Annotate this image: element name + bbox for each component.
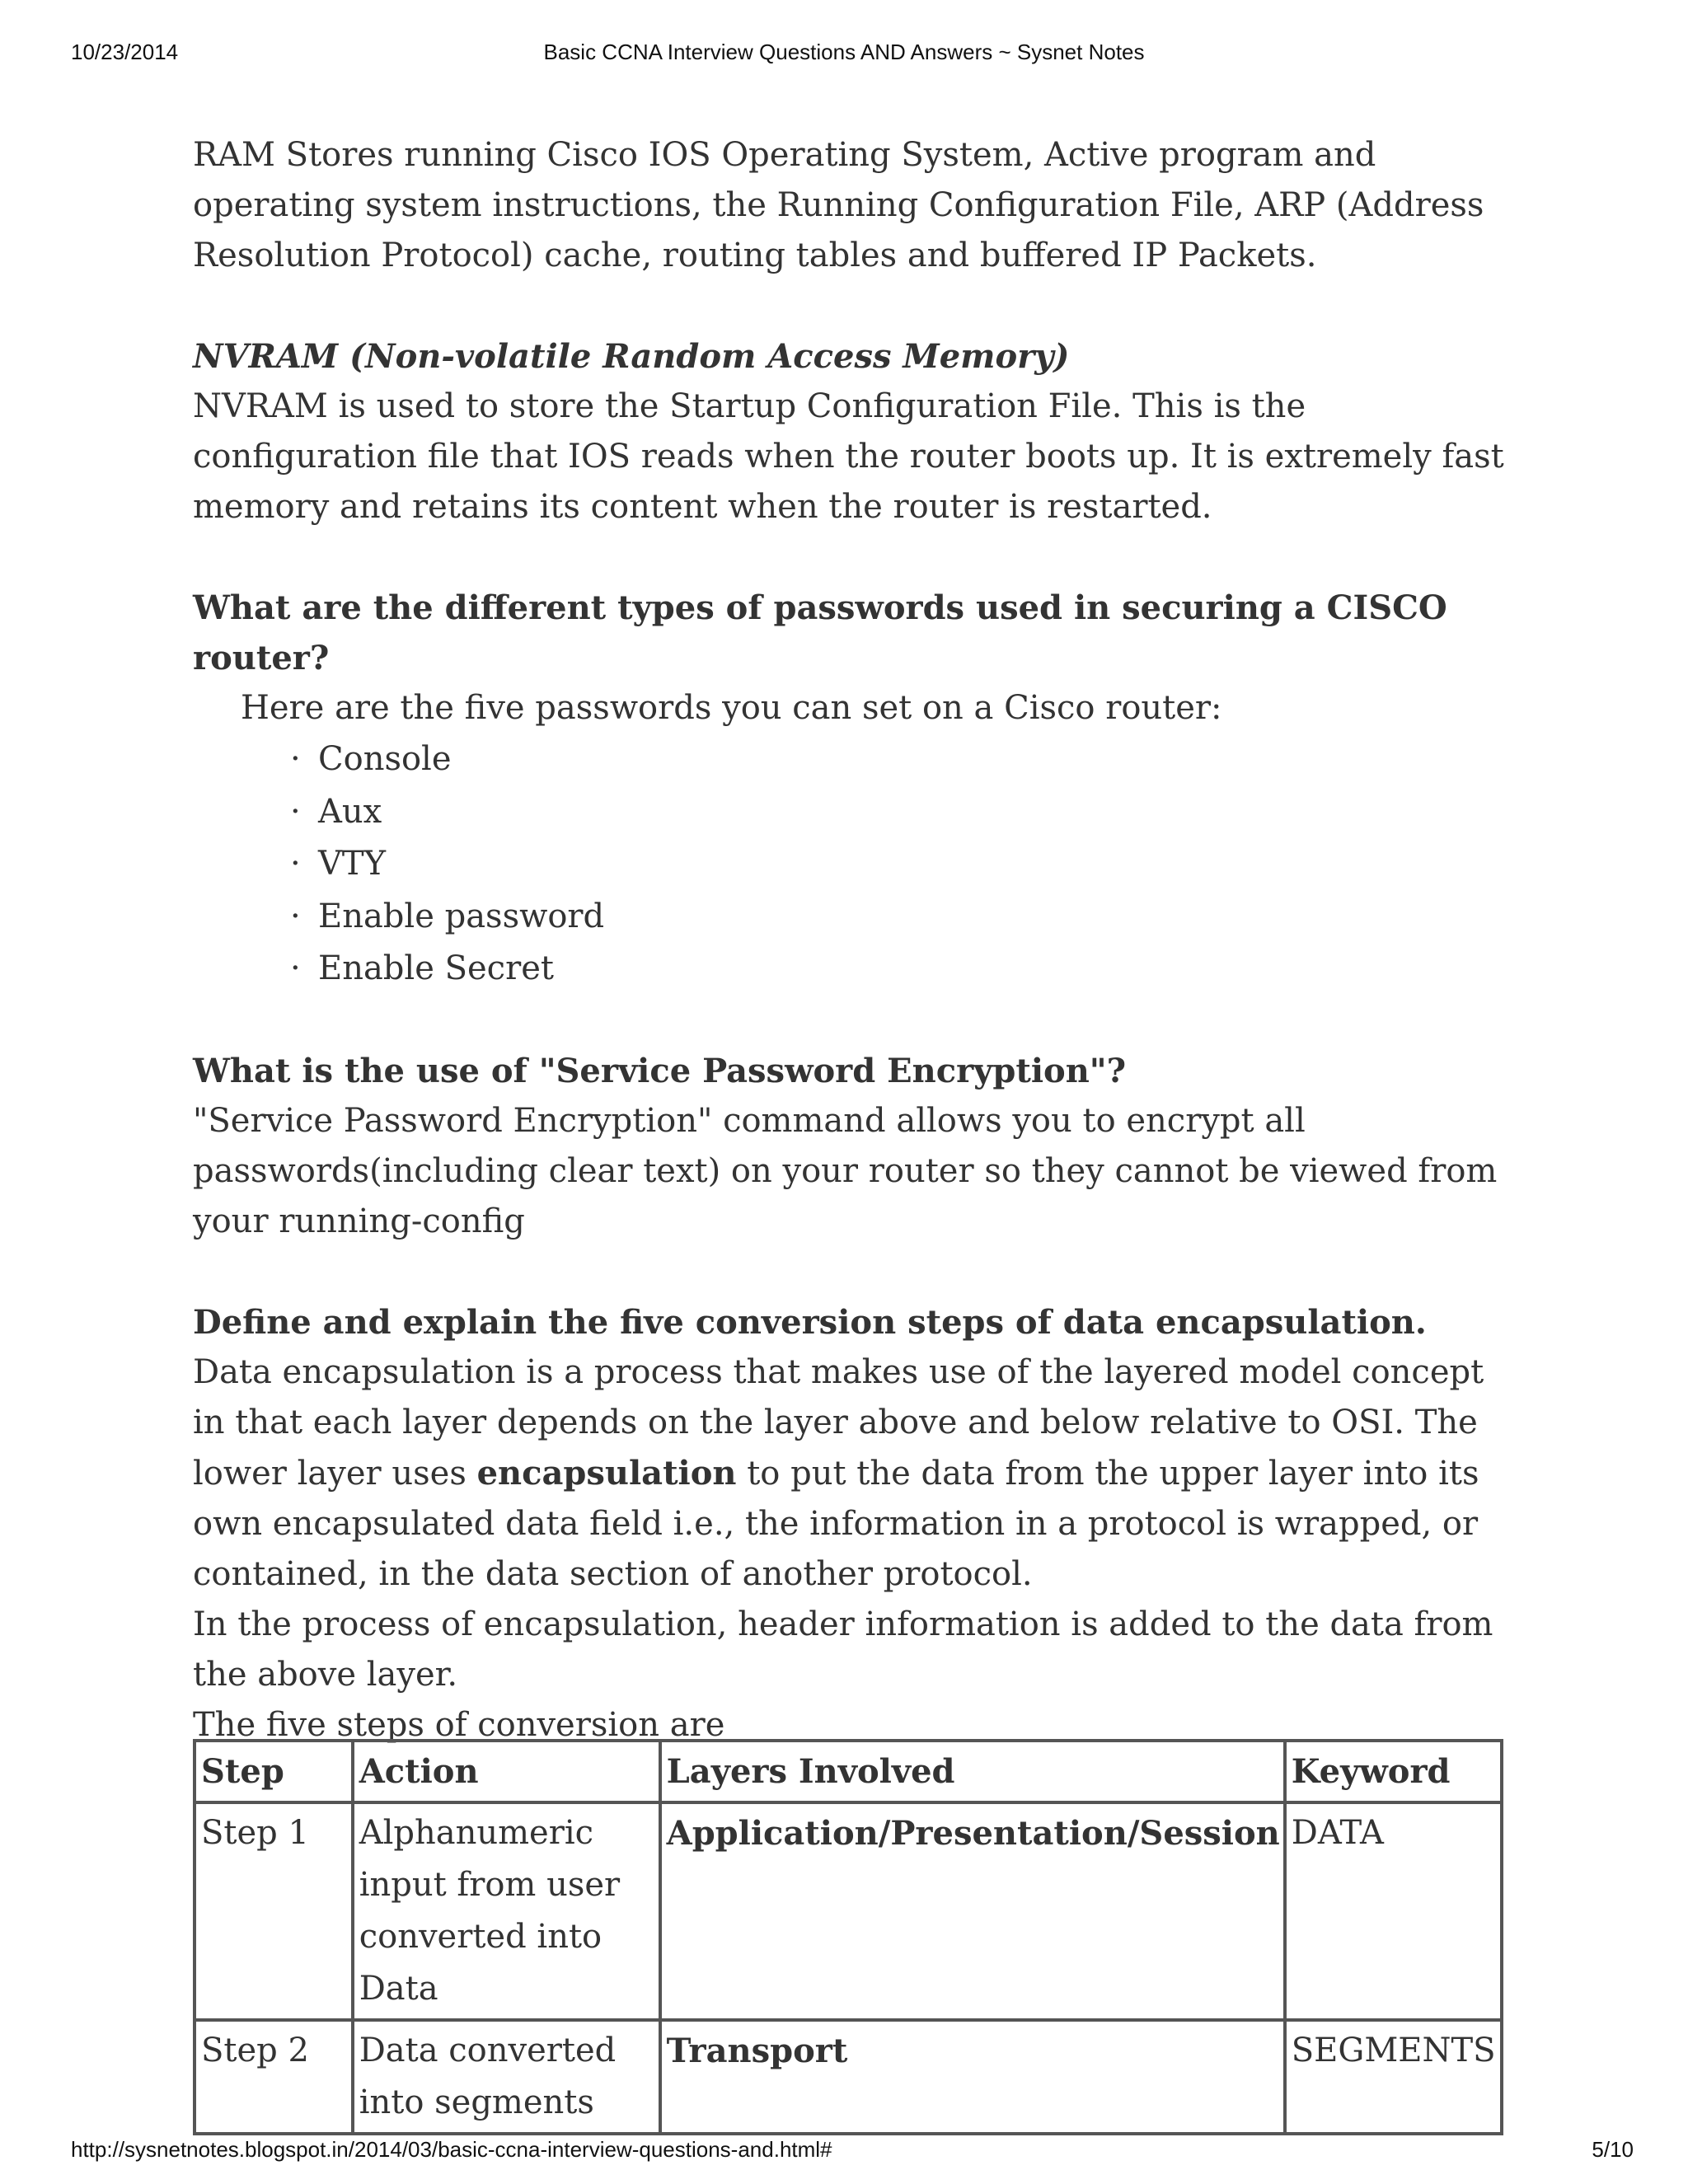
bullet-icon: · <box>290 897 301 935</box>
table-row <box>196 1804 1503 2022</box>
bullet-icon: · <box>290 792 301 831</box>
bullet-icon: · <box>290 845 301 883</box>
column-header-keyword: Keyword <box>1287 1742 1503 1804</box>
list-item <box>193 943 1512 996</box>
article-content <box>193 130 1512 1750</box>
list-item-label: VTY <box>318 845 386 883</box>
encapsulation-steps-table <box>193 1739 1503 2135</box>
list-item-label: Enable Secret <box>318 949 554 987</box>
page-url: http://sysnetnotes.blogspot.in/2014/03/basic-ccna-interview-questions-and.html# <box>71 2137 832 2162</box>
nvram-heading: NVRAM (Non-volatile Random Access Memory) <box>193 337 1070 376</box>
ram-paragraph: RAM Stores running Cisco IOS Operating System, Active program and operating system instructions, the Running Configuration File, ARP (Address Resolution Protocol) cache, routing tables and buffered IP Packets. <box>193 136 1484 274</box>
encapsulation-header-paragraph: In the process of encapsulation, header information is added to the data from the above layer. <box>193 1605 1493 1694</box>
column-header-layers: Layers Involved <box>662 1742 1287 1804</box>
encapsulation-text-start: Data encapsulation is a process that makes use of the layered model concept in that each layer depends on the layer above and below relative to OSI. The lower layer uses <box>193 1352 1484 1493</box>
action-cell: Alphanumeric input from user converted into Data <box>354 1804 662 2022</box>
passwords-heading: What are the different types of passwords used in securing a CISCO router? <box>193 588 1447 677</box>
encapsulation-text-end: to put the data from the upper layer into its own encapsulated data field i.e., the information in a protocol is wrapped, or contained, in the data section of another protocol. <box>193 1454 1479 1593</box>
layers-cell: Application/Presentation/Session <box>662 1804 1287 2022</box>
action-cell: Data converted into segments <box>354 2022 662 2135</box>
list-item <box>193 891 1512 944</box>
page-number: 5/10 <box>1592 2137 1634 2162</box>
encapsulation-paragraph <box>193 1347 1512 1600</box>
list-item <box>193 838 1512 891</box>
service-heading: What is the use of "Service Password Encryption"? <box>193 1051 1127 1090</box>
nvram-paragraph: NVRAM is used to store the Startup Configuration File. This is the configuration file that IOS reads when the router boots up. It is extremely fast memory and retains its content when the router is restarted. <box>193 387 1504 526</box>
encapsulation-keyword: encapsulation <box>476 1453 737 1493</box>
list-item-label: Aux <box>318 792 382 831</box>
keyword-cell: DATA <box>1287 1804 1503 2022</box>
keyword-cell: SEGMENTS <box>1287 2022 1503 2135</box>
step-cell: Step 1 <box>196 1804 354 2022</box>
bullet-icon: · <box>290 949 301 987</box>
passwords-list <box>193 733 1512 996</box>
encapsulation-steps-intro: The five steps of conversion are <box>193 1705 725 1744</box>
bullet-icon: · <box>290 740 301 778</box>
layers-cell: Transport <box>662 2022 1287 2135</box>
list-item <box>193 733 1512 786</box>
column-header-action: Action <box>354 1742 662 1804</box>
step-cell: Step 2 <box>196 2022 354 2135</box>
encapsulation-heading: Define and explain the five conversion steps of data encapsulation. <box>193 1302 1427 1342</box>
column-header-step: Step <box>196 1742 354 1804</box>
table-row <box>196 2022 1503 2135</box>
list-item-label: Enable password <box>318 897 605 935</box>
table-header-row <box>196 1742 1503 1804</box>
list-item <box>193 786 1512 839</box>
passwords-intro: Here are the five passwords you can set on a Cisco router: <box>241 689 1222 727</box>
print-page-title: Basic CCNA Interview Questions AND Answers ~ Sysnet Notes <box>543 40 1145 64</box>
print-date: 10/23/2014 <box>71 40 179 64</box>
list-item-label: Console <box>318 740 452 778</box>
service-paragraph: "Service Password Encryption" command allows you to encrypt all passwords(including clear text) on your router so they cannot be viewed from your running-config <box>193 1101 1498 1240</box>
